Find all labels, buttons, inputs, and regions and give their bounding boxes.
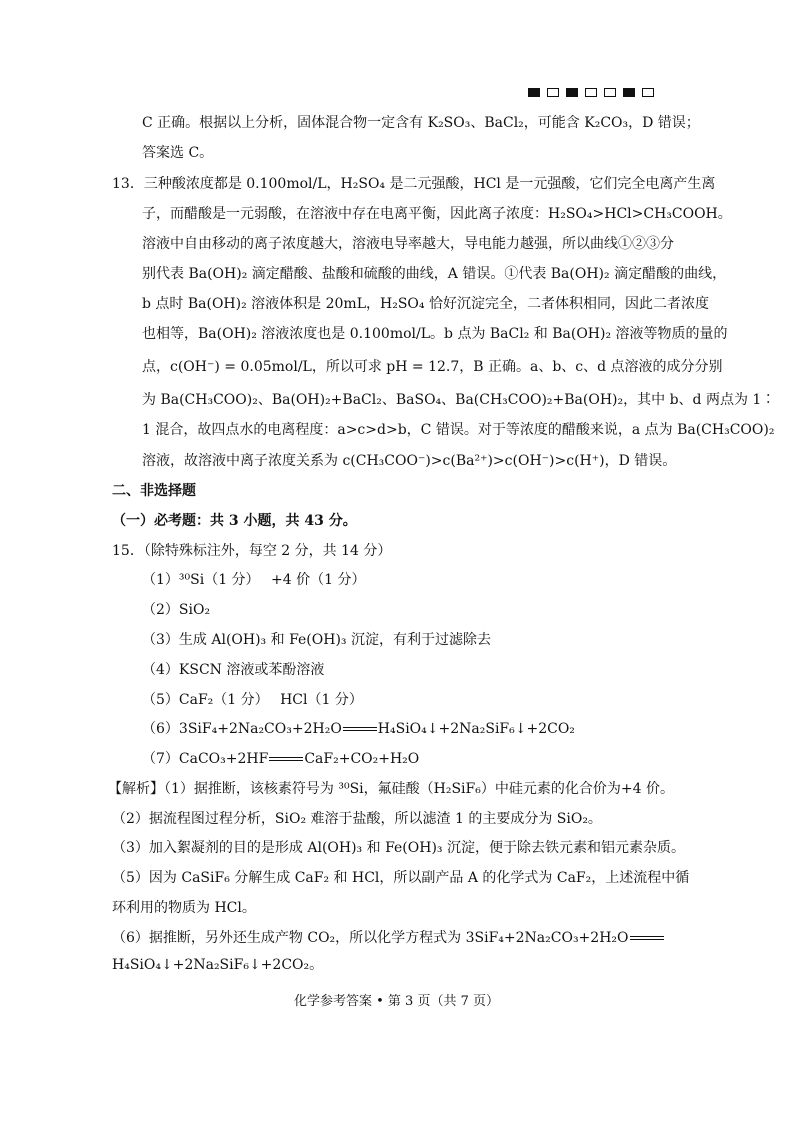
header-mark-1 (528, 88, 540, 97)
equals-sign (630, 936, 664, 940)
text-line: b 点时 Ba(OH)₂ 溶液体积是 20mL，H₂SO₄ 恰好沉淀完全，二者体积相同，因此二者浓度 (142, 296, 709, 312)
answer-6 (142, 719, 575, 739)
answer-6-products: H₄SiO₄↓+2Na₂SiF₆↓+2CO₂ (377, 721, 575, 737)
answer-3: （3）生成 Al(OH)₃ 和 Fe(OH)₃ 沉淀，有利于过滤除去 (142, 632, 491, 648)
text-line: 溶液，故溶液中离子浓度关系为 c(CH₃COO⁻)>c(Ba²⁺)>c(OH⁻)>c(H⁺)，D 错误。 (142, 453, 677, 469)
header-mark-4 (585, 88, 597, 97)
analysis-3: （3）加入絮凝剂的目的是形成 Al(OH)₃ 和 Fe(OH)₃ 沉淀，便于除去铁元素和铝元素杂质。 (112, 840, 685, 856)
answer-7-products: CaF₂+CO₂+H₂O (304, 751, 420, 767)
answer-1: （1）³⁰Si（1 分） +4 价（1 分） (142, 572, 366, 588)
question-13-line: 13．三种酸浓度都是 0.100mol/L，H₂SO₄ 是二元强酸，HCl 是一元强酸，它们完全电离产生离 (112, 176, 716, 192)
analysis-5: （5）因为 CaSiF₆ 分解生成 CaF₂ 和 HCl，所以副产品 A 的化学式为 CaF₂，上述流程中循 (112, 870, 690, 886)
text-line: 1 混合，故四点水的电离程度：a>c>d>b，C 错误。对于等浓度的醋酸来说，a 点为 Ba(CH₃COO)₂ (142, 422, 775, 438)
answer-2: （2）SiO₂ (142, 602, 211, 618)
header-mark-5 (604, 88, 616, 97)
analysis-6-text: （6）据推断，另外还生成产物 CO₂，所以化学方程式为 3SiF₄+2Na₂CO₃+2H₂O (112, 930, 629, 946)
answer-7-reactants: （7）CaCO₃+2HF (142, 751, 269, 767)
answer-4: （4）KSCN 溶液或苯酚溶液 (142, 662, 325, 678)
text-line: 为 Ba(CH₃COO)₂、Ba(OH)₂+BaCl₂、BaSO₄、Ba(CH₃COO)₂+Ba(OH)₂，其中 b、d 两点为 1∶ (142, 392, 776, 408)
section-heading: 二、非选择题 (112, 483, 196, 499)
page-footer: 化学参考答案 • 第 3 页（共 7 页） (293, 994, 499, 1009)
header-mark-3 (566, 88, 578, 97)
analysis-2: （2）据流程图过程分析，SiO₂ 难溶于盐酸，所以滤渣 1 的主要成分为 SiO₂。 (112, 811, 602, 827)
header-mark-6 (623, 88, 635, 97)
analysis-6-cont: H₄SiO₄↓+2Na₂SiF₆↓+2CO₂。 (112, 957, 324, 973)
text-line: C 正确。根据以上分析，固体混合物一定含有 K₂SO₃、BaCl₂，可能含 K₂CO₃，D 错误； (142, 115, 700, 131)
question-15-line: 15．（除特殊标注外，每空 2 分，共 14 分） (112, 543, 392, 559)
text-line: 别代表 Ba(OH)₂ 滴定醋酸、盐酸和硫酸的曲线，A 错误。①代表 Ba(OH)₂ 滴定醋酸的曲线， (142, 266, 727, 282)
answer-7 (142, 749, 419, 769)
header-mark-7 (642, 88, 654, 97)
text-line: 也相等，Ba(OH)₂ 溶液浓度也是 0.100mol/L。b 点为 BaCl₂ 和 Ba(OH)₂ 溶液等物质的量的 (142, 326, 728, 342)
text-line: 溶液中自由移动的离子浓度越大，溶液电导率越大，导电能力越强，所以曲线①②③分 (142, 236, 674, 252)
equals-sign (343, 727, 377, 731)
analysis-1: 【解析】（1）据推断，该核素符号为 ³⁰Si，氟硅酸（H₂SiF₆）中硅元素的化合价为+4 价。 (108, 781, 674, 797)
analysis-6 (112, 928, 665, 948)
subsection-heading: （一）必考题：共 3 小题，共 43 分。 (112, 513, 357, 529)
answer-5: （5）CaF₂（1 分） HCl（1 分） (142, 692, 363, 708)
answer-6-reactants: （6）3SiF₄+2Na₂CO₃+2H₂O (142, 721, 342, 737)
equals-sign (269, 757, 303, 761)
header-marks (528, 88, 654, 97)
analysis-5-cont: 环利用的物质为 HCl。 (112, 900, 256, 916)
text-line: 答案选 C。 (142, 145, 214, 161)
text-line: 子，而醋酸是一元弱酸，在溶液中存在电离平衡，因此离子浓度：H₂SO₄>HCl>CH₃COOH。 (142, 206, 732, 222)
text-line: 点，c(OH⁻) = 0.05mol/L，所以可求 pH = 12.7，B 正确。a、b、c、d 点溶液的成分分别 (142, 359, 723, 375)
header-mark-2 (547, 88, 559, 97)
